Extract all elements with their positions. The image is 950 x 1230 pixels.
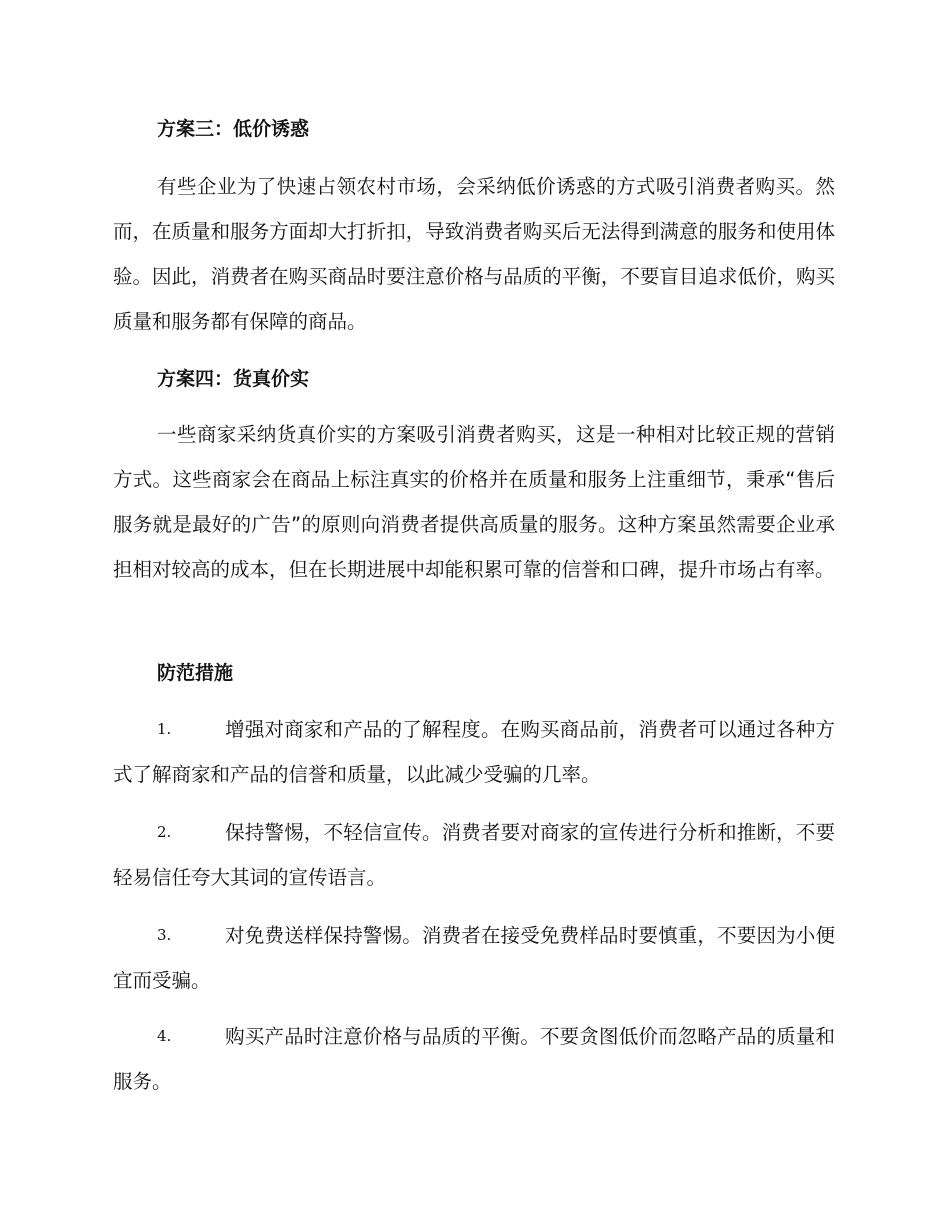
list-item — [113, 810, 835, 900]
section-heading-plan-3: 方案三：低价诱惑 — [157, 118, 310, 140]
section-paragraph-plan-4: 一些商家采纳货真价实的方案吸引消费者购买，这是一种相对比较正规的营销方式。这些商家会在商品上标注真实的价格并在质量和服务上注重细节，秉承“售后服务就是最好的广告”的原则向消费者提供高质量的服务。这种方案虽然需要企业承担相对较高的成本，但在长期进展中却能积累可靠的信誉和口碑，提升市场占有率。 — [113, 423, 835, 581]
list-item-number: 1. — [157, 720, 172, 738]
list-item-text: 增强对商家和产品的了解程度。在购买商品前，消费者可以通过各种方式了解商家和产品的信誉和质量，以此减少受骗的几率。 — [113, 718, 835, 786]
section-paragraph-plan-3: 有些企业为了快速占领农村市场，会采纳低价诱惑的方式吸引消费者购买。然而，在质量和服务方面却大打折扣，导致消费者购买后无法得到满意的服务和使用体验。因此，消费者在购买商品时要注意价格与品质的平衡，不要盲目追求低价，购买质量和服务都有保障的商品。 — [113, 175, 835, 333]
list-item — [113, 1014, 835, 1104]
list-item-number: 2. — [157, 823, 172, 841]
list-item — [113, 707, 835, 797]
prevention-heading: 防范措施 — [157, 662, 234, 684]
list-item-text: 购买产品时注意价格与品质的平衡。不要贪图低价而忽略产品的质量和服务。 — [113, 1025, 835, 1093]
list-item-text: 保持警惕，不轻信宣传。消费者要对商家的宣传进行分析和推断，不要轻易信任夸大其词的宣传语言。 — [113, 821, 835, 889]
list-item-number: 4. — [157, 1027, 172, 1045]
section-heading-plan-4: 方案四：货真价实 — [157, 368, 310, 390]
document-page — [113, 0, 835, 1230]
list-item-number: 3. — [157, 926, 172, 944]
list-item-text: 对免费送样保持警惕。消费者在接受免费样品时要慎重，不要因为小便宜而受骗。 — [113, 924, 835, 992]
list-item — [113, 913, 835, 1003]
